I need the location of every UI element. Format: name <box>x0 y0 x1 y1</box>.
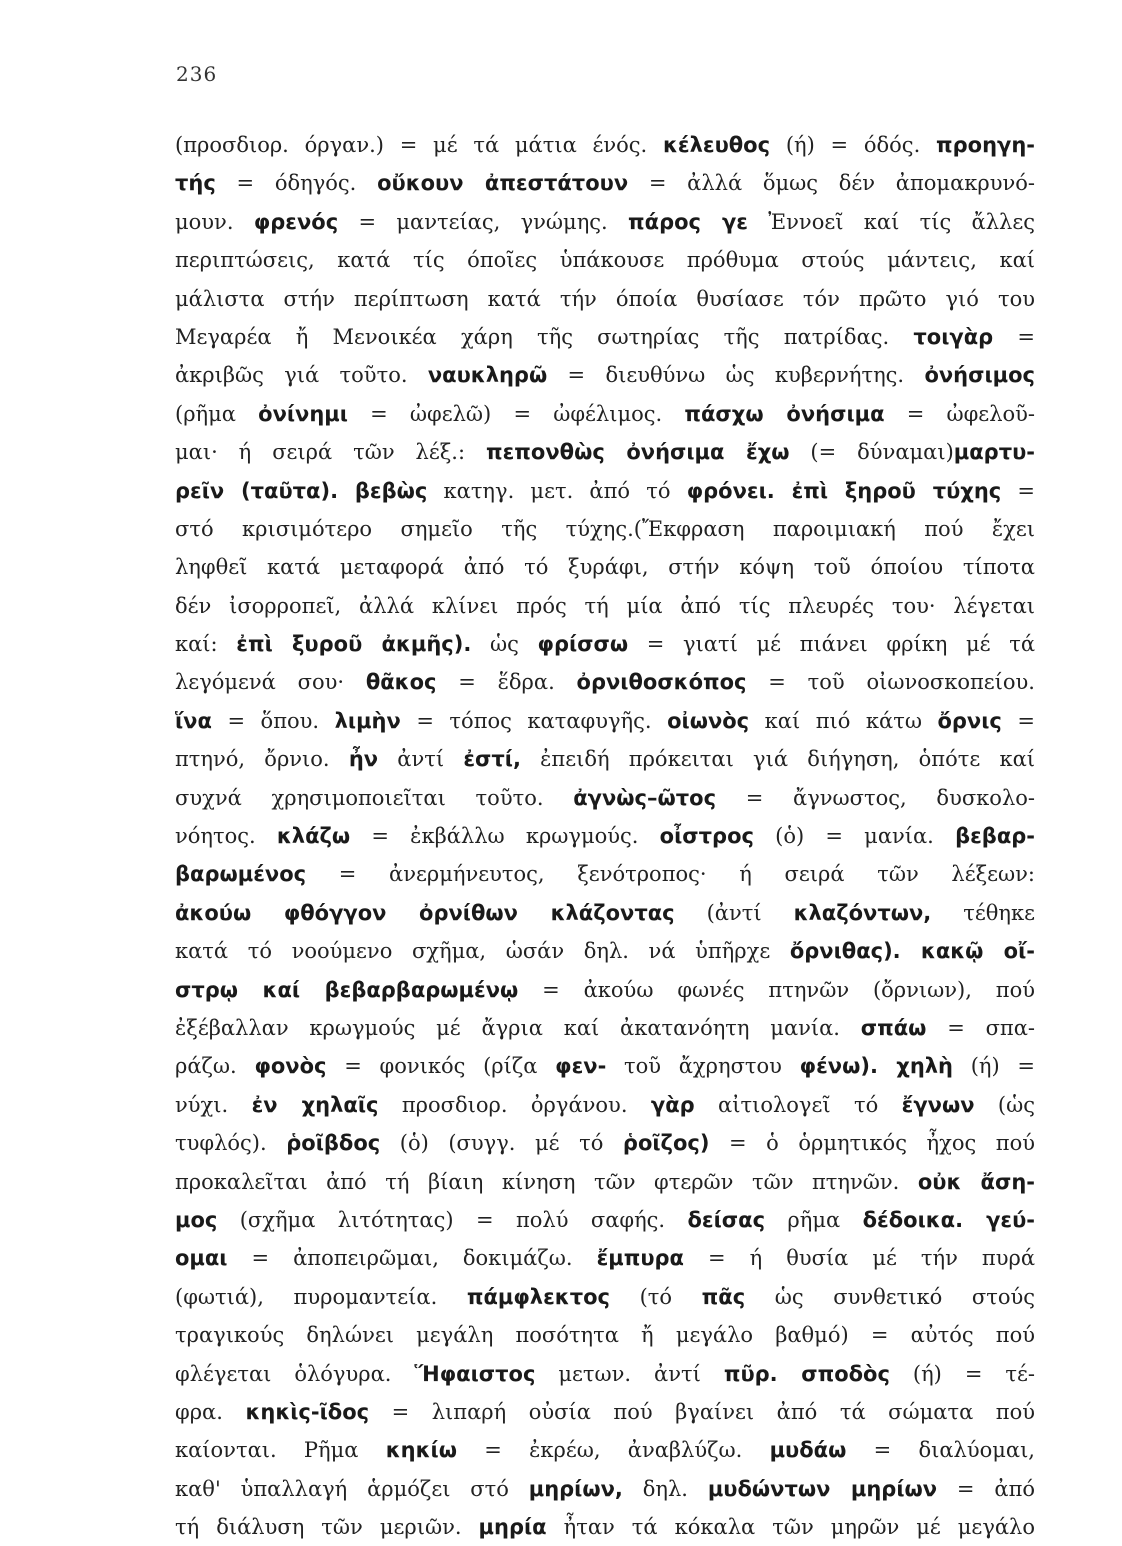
gloss-text: ρῆμα <box>765 1207 863 1232</box>
lemma-term: κλάζω <box>276 824 351 849</box>
text-line <box>175 126 1035 164</box>
lemma-term: ἔμπυρα <box>596 1246 684 1271</box>
gloss-text: (ή) = όδός. <box>770 133 936 157</box>
gloss-text: καί πιό κάτω <box>749 708 938 733</box>
gloss-text: = ὠφελοῦ- <box>884 401 1035 426</box>
lemma-term: ἐν χηλαῖς <box>251 1092 379 1117</box>
lemma-term: οὔκουν ἀπεστάτουν <box>377 171 629 196</box>
gloss-text: = <box>993 324 1035 349</box>
text-line <box>175 779 1035 817</box>
gloss-text: (ὁ) = μανία. <box>753 824 956 849</box>
gloss-text: συχνά χρησιμοποιεῖται τοῦτο. <box>175 785 574 810</box>
gloss-text: = ή θυσία μέ τήν πυρά <box>683 1246 1035 1271</box>
lemma-term: ἵνα <box>175 708 212 733</box>
text-line <box>175 548 1035 586</box>
gloss-text: = ὅπου. <box>211 708 335 733</box>
commentary-text-block <box>175 126 1035 1546</box>
gloss-text: φλέγεται ὁλόγυρα. <box>175 1361 415 1386</box>
text-line <box>175 702 1035 740</box>
lemma-term: θᾶκος <box>365 670 437 695</box>
lemma-term: μυδάω <box>769 1438 847 1463</box>
lemma-term: μηρία <box>478 1515 547 1540</box>
gloss-text: ὡς συνθετικό στούς <box>745 1284 1035 1309</box>
lemma-term: δέδοικα. γεύ- <box>862 1207 1035 1232</box>
gloss-text: μουν. <box>175 209 254 234</box>
gloss-text: ἀντί <box>378 747 464 772</box>
lemma-term: φένω). χηλὴ <box>799 1054 954 1079</box>
text-line <box>175 1316 1035 1354</box>
gloss-text: (ὁ) (συγγ. μέ τό <box>380 1131 623 1156</box>
gloss-text: (φωτιά), πυρομαντεία. <box>175 1284 467 1309</box>
lemma-term: κηκίω <box>385 1438 457 1463</box>
gloss-text: λεγόμενά σου· <box>175 670 366 695</box>
lemma-term: στρῳ καί βεβαρβαρωμένῳ <box>175 977 519 1002</box>
gloss-text: στό κρισιμότερο σημεῖο τῆς τύχης.(Ἔκφραση παροιμιακή πού ἔχει <box>175 516 1035 541</box>
lemma-term: μηρίων, <box>528 1476 623 1501</box>
lemma-term: ἀγνὼς–ῶτος <box>573 785 717 810</box>
lemma-term: πάσχω ὀνήσιμα <box>684 401 885 426</box>
lemma-term: φρενός <box>253 209 339 234</box>
text-line <box>175 1431 1035 1469</box>
lemma-term: πάρος γε <box>628 209 748 234</box>
gloss-text: = μαντείας, γνώμης. <box>338 209 629 234</box>
lemma-term: κλαζόντων, <box>793 900 932 925</box>
gloss-text: Μεγαρέα ἤ Μενοικέα χάρη τῆς σωτηρίας τῆς πατρίδας. <box>175 324 914 349</box>
gloss-text: (= δύναμαι) <box>789 440 954 465</box>
gloss-text: = ἕδρα. <box>436 670 577 695</box>
gloss-text: μάλιστα στήν περίπτωση κατά τήν όποία θυσίασε τόν πρῶτο γιό του <box>175 286 1035 311</box>
gloss-text: μαι· ή σειρά τῶν λέξ.: <box>175 440 486 465</box>
gloss-text: τραγικούς δηλώνει μεγάλη ποσότητα ἤ μεγάλο βαθμό) = αὐτός πού <box>175 1323 1035 1348</box>
gloss-text: (σχῆμα λιτότητας) = πολύ σαφής. <box>217 1207 688 1232</box>
text-line <box>175 1009 1035 1047</box>
text-line <box>175 1508 1035 1546</box>
lemma-term: Ἥφαιστος <box>414 1361 536 1386</box>
lemma-term: πῦρ. σποδὸς <box>723 1361 890 1386</box>
gloss-text: = ἀκούω φωνές πτηνῶν (ὄρνιων), πού <box>518 977 1035 1002</box>
gloss-text: καί: <box>175 632 237 657</box>
text-line <box>175 1086 1035 1124</box>
gloss-text: = <box>1001 708 1035 733</box>
lemma-term: πεπονθὼς ὀνήσιμα ἔχω <box>486 440 790 465</box>
gloss-text: φρα. <box>175 1399 246 1424</box>
text-line <box>175 663 1035 701</box>
lemma-term: σπάω <box>860 1015 927 1040</box>
page-number: 236 <box>176 62 218 86</box>
gloss-text: = <box>1001 478 1035 503</box>
gloss-text: = ὁ ὁρμητικός ἦχος πού <box>709 1131 1035 1156</box>
text-line <box>175 1239 1035 1277</box>
gloss-text: ἐπειδή πρόκειται γιά διήγηση, ὁπότε καί <box>520 747 1035 772</box>
lemma-term: ρεῖν (ταῦτα). βεβὼς <box>175 478 428 503</box>
gloss-text: (ή) = τέ- <box>889 1361 1035 1386</box>
gloss-text: δέν ἰσορροπεῖ, ἀλλά κλίνει πρός τή μία ἀπό τίς πλευρές του· λέγεται <box>175 593 1035 618</box>
gloss-text: = ὠφελῶ) = ὠφέλιμος. <box>347 401 685 426</box>
text-line <box>175 894 1035 932</box>
gloss-text: = τοῦ οἰωνοσκοπείου. <box>746 670 1035 695</box>
gloss-text: = γιατί μέ πιάνει φρίκη μέ τά <box>628 632 1035 657</box>
lemma-term: ἐπὶ ξυροῦ ἀκμῆς). <box>236 632 472 657</box>
gloss-text: = διαλύομαι, <box>846 1438 1035 1463</box>
text-line <box>175 1393 1035 1431</box>
lemma-term: τής <box>175 171 216 196</box>
gloss-text: τή διάλυση τῶν μεριῶν. <box>175 1515 479 1540</box>
lemma-term: μος <box>175 1207 218 1232</box>
text-line <box>175 587 1035 625</box>
lemma-term: κηκὶς-ῖδος <box>245 1399 370 1424</box>
text-line <box>175 817 1035 855</box>
lemma-term: πάμφλεκτος <box>466 1284 610 1309</box>
text-line <box>175 203 1035 241</box>
gloss-text: = φονικός (ρίζα <box>326 1054 556 1079</box>
text-line <box>175 1355 1035 1393</box>
text-line <box>175 855 1035 893</box>
gloss-text: νόητος. <box>175 824 277 849</box>
gloss-text: = όδηγός. <box>215 171 378 196</box>
gloss-text: ἦταν τά κόκαλα τῶν μηρῶν μέ μεγάλο <box>546 1515 1035 1540</box>
lemma-term: ναυκληρῶ <box>427 363 548 388</box>
gloss-text: = διευθύνω ὡς κυβερνήτης. <box>547 363 925 388</box>
text-line <box>175 1163 1035 1201</box>
gloss-text: (ὡς <box>974 1092 1035 1117</box>
lemma-term: γὰρ <box>650 1092 695 1117</box>
lemma-term: ὀρνιθοσκόπος <box>576 670 747 695</box>
gloss-text: = ἐκρέω, ἀναβλύζω. <box>456 1438 770 1463</box>
text-line <box>175 356 1035 394</box>
text-line <box>175 1278 1035 1316</box>
lemma-term: δείσας <box>687 1207 766 1232</box>
lemma-term: οὐκ ἄση- <box>917 1169 1035 1194</box>
text-line <box>175 1124 1035 1162</box>
gloss-text: ἀκριβῶς γιά τοῦτο. <box>175 363 428 388</box>
lemma-term: ῥοῖζος) <box>622 1131 710 1156</box>
gloss-text: κατηγ. μετ. ἀπό τό <box>427 478 687 503</box>
lemma-term: ὄρνιθας). κακῷ οἴ- <box>789 939 1035 964</box>
gloss-text: Ἐννοεῖ καί τίς ἄλλες <box>747 209 1035 234</box>
gloss-text: δηλ. <box>622 1476 708 1501</box>
gloss-text: περιπτώσεις, κατά τίς όποῖες ὑπάκουσε πρόθυμα στούς μάντεις, καί <box>175 248 1035 273</box>
text-line <box>175 625 1035 663</box>
text-line <box>175 510 1035 548</box>
gloss-text: (ἀντί <box>674 900 794 925</box>
text-line <box>175 740 1035 778</box>
lemma-term: ἐστί, <box>463 747 521 772</box>
lemma-term: ἦν <box>348 747 379 772</box>
gloss-text: (τό <box>609 1284 702 1309</box>
lemma-term: κέλευθος <box>662 133 771 157</box>
gloss-text: καθ' ὑπαλλαγή ἁρμόζει στό <box>175 1476 529 1501</box>
gloss-text: τυφλός). <box>175 1131 287 1156</box>
text-line <box>175 932 1035 970</box>
lemma-term: ἔγνων <box>901 1092 975 1117</box>
text-line <box>175 971 1035 1009</box>
gloss-text: (ρῆμα <box>175 401 259 426</box>
gloss-text: = τόπος καταφυγῆς. <box>400 708 668 733</box>
gloss-text: = ἀνερμήνευτος, ξενότροπος· ή σειρά τῶν λέξεων: <box>306 862 1035 887</box>
gloss-text: κατά τό νοούμενο σχῆμα, ὡσάν δηλ. νά ὑπῆρχε <box>175 939 790 964</box>
gloss-text: = ἀλλά ὅμως δέν ἀπομακρυνό- <box>628 171 1035 196</box>
lemma-term: τοιγὰρ <box>913 324 994 349</box>
lemma-term: φρόνει. ἐπὶ ξηροῦ τύχης <box>686 478 1002 503</box>
gloss-text: ράζω. <box>175 1054 255 1079</box>
gloss-text: τοῦ ἄχρηστου <box>606 1054 800 1079</box>
gloss-text: πτηνό, ὄρνιο. <box>175 747 349 772</box>
gloss-text: αἰτιολογεῖ τό <box>694 1092 902 1117</box>
text-line <box>175 472 1035 510</box>
gloss-text: = ἀποπειρῶμαι, δοκιμάζω. <box>227 1246 597 1271</box>
lemma-term: βεβαρ- <box>955 824 1035 849</box>
lemma-term: μυδώντων μηρίων <box>707 1476 938 1501</box>
text-line <box>175 1470 1035 1508</box>
lemma-term: ἀκούω φθόγγον ὀρνίθων κλάζοντας <box>175 900 675 925</box>
lemma-term: ὄρνις <box>937 708 1002 733</box>
lemma-term: φρίσσω <box>537 632 629 657</box>
lemma-term: ὀνίνημι <box>258 401 348 426</box>
gloss-text: = ἐκβάλλω κρωγμούς. <box>350 824 660 849</box>
lemma-term: βαρωμένος <box>175 862 307 887</box>
text-line <box>175 395 1035 433</box>
gloss-text: τέθηκε <box>931 900 1035 925</box>
text-line <box>175 318 1035 356</box>
gloss-text: ὡς <box>471 632 538 657</box>
gloss-text: προκαλεῖται ἀπό τή βίαιη κίνηση τῶν φτερῶν τῶν πτηνῶν. <box>175 1169 918 1194</box>
lemma-term: πᾶς <box>701 1284 746 1309</box>
lemma-term: ομαι <box>175 1246 228 1271</box>
gloss-text: νύχι. <box>175 1092 252 1117</box>
gloss-text: (προσδιορ. όργαν.) = μέ τά μάτια ένός. <box>175 133 663 157</box>
lemma-term: φεν- <box>555 1054 607 1079</box>
lemma-term: ὀνήσιμος <box>924 363 1035 388</box>
gloss-text: μετων. ἀντί <box>535 1361 724 1386</box>
lemma-term: ῥοῖβδος <box>286 1131 381 1156</box>
gloss-text: = λιπαρή οὐσία πού βγαίνει ἀπό τά σώματα πού <box>369 1399 1035 1424</box>
text-line <box>175 433 1035 471</box>
gloss-text: (ή) = <box>953 1054 1035 1079</box>
text-line <box>175 241 1035 279</box>
lemma-term: φονὸς <box>254 1054 327 1079</box>
text-line <box>175 164 1035 202</box>
gloss-text: καίονται. Ρῆμα <box>175 1438 386 1463</box>
text-line <box>175 280 1035 318</box>
lemma-term: λιμὴν <box>334 708 401 733</box>
gloss-text: = ἄγνωστος, δυσκολο- <box>716 785 1035 810</box>
gloss-text: ληφθεῖ κατά μεταφορά ἀπό τό ξυράφι, στήν κόψη τοῦ όποίου τίποτα <box>175 555 1035 580</box>
text-line <box>175 1047 1035 1085</box>
text-line <box>175 1201 1035 1239</box>
gloss-text: προσδιορ. ὀργάνου. <box>378 1092 651 1117</box>
gloss-text: = σπα- <box>926 1015 1035 1040</box>
gloss-text: = ἀπό <box>937 1476 1035 1501</box>
lemma-term: μαρτυ- <box>953 440 1035 465</box>
gloss-text: ἐξέβαλλαν κρωγμούς μέ ἄγρια καί ἀκατανόητη μανία. <box>175 1015 861 1040</box>
lemma-term: προηγη- <box>936 133 1035 157</box>
lemma-term: οἶστρος <box>659 824 754 849</box>
lemma-term: οἰωνὸς <box>667 708 750 733</box>
